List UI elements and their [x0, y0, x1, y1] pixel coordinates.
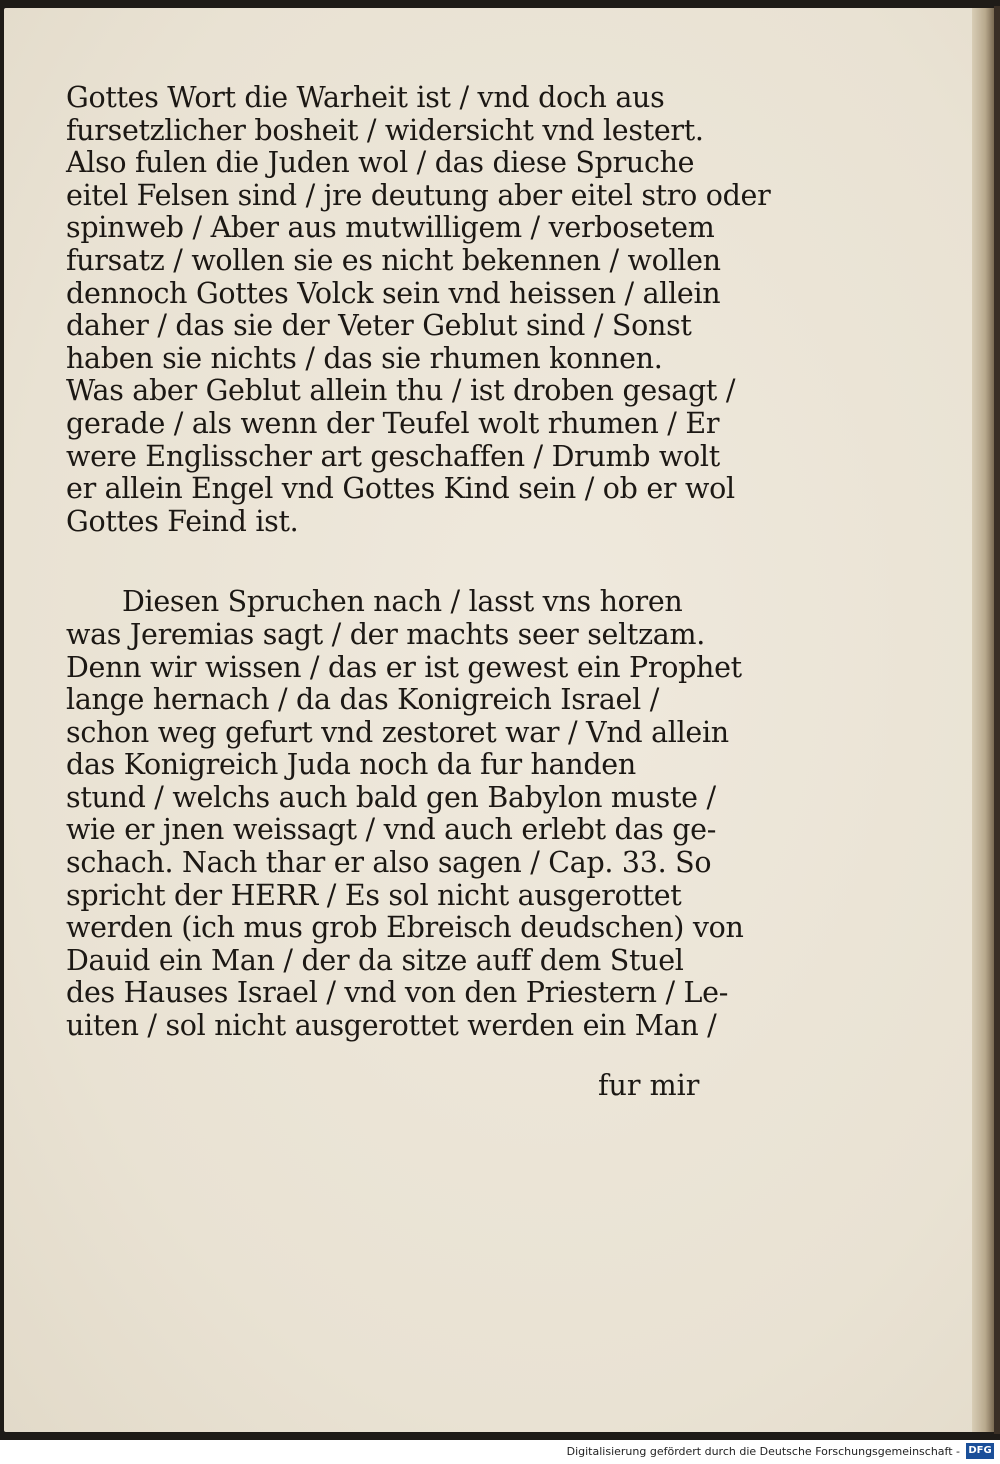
text-line: des Hauses Israel / vnd von den Priestern / Le- — [66, 976, 729, 1010]
text-line: Gottes Wort die Warheit ist / vnd doch aus — [66, 81, 665, 114]
footer-credit: Digitalisierung gefördert durch die Deutsche Forschungsgemeinschaft - — [566, 1445, 960, 1458]
text-line: werden (ich mus grob Ebreisch deudschen) von — [66, 911, 744, 945]
text-line: er allein Engel vnd Gottes Kind sein / ob er wol — [66, 472, 735, 506]
text-line: Was aber Geblut allein thu / ist droben gesagt / — [66, 374, 736, 408]
text-line: das Konigreich Juda noch da fur handen — [66, 748, 636, 782]
paragraph-1 — [66, 81, 771, 538]
footer-bar — [0, 1440, 1000, 1464]
paragraph-gap — [66, 538, 746, 586]
text-line: Denn wir wissen / das er ist gewest ein Prophet — [66, 650, 742, 684]
binding-edge — [994, 6, 1000, 1434]
text-line: was Jeremias sagt / der machts seer seltzam. — [66, 617, 705, 651]
text-line: Also fulen die Juden wol / das diese Spruche — [66, 146, 695, 180]
text-line: Dauid ein Man / der da sitze auff dem Stuel — [66, 943, 684, 977]
text-line: uiten / sol nicht ausgerottet werden ein Man / — [66, 1009, 717, 1043]
text-line: gerade / als wenn der Teufel wolt rhumen / Er — [66, 406, 720, 440]
text-line: schon weg gefurt vnd zestoret war / Vnd allein — [66, 715, 729, 749]
text-line: stund / welchs auch bald gen Babylon muste / — [66, 780, 716, 814]
dfg-logo: DFG — [966, 1443, 994, 1459]
text-line: were Englisscher art geschaffen / Drumb wolt — [66, 439, 720, 473]
text-line: spricht der HERR / Es sol nicht ausgerottet — [66, 878, 682, 912]
text-line: haben sie nichts / das sie rhumen konnen. — [66, 341, 663, 375]
text-line: wie er jnen weissagt / vnd auch erlebt das ge- — [66, 813, 717, 847]
body-text — [66, 81, 771, 1043]
text-line: eitel Felsen sind / jre deutung aber eitel stro oder — [66, 178, 771, 212]
catchword: fur mir — [598, 1069, 700, 1102]
paragraph-2 — [66, 586, 746, 1042]
text-line: lange hernach / da das Konigreich Israel / — [66, 683, 659, 717]
text-line: Diesen Spruchen nach / lasst vns horen — [122, 585, 683, 619]
text-line: fursetzlicher bosheit / widersicht vnd lestert. — [66, 113, 704, 147]
text-line: daher / das sie der Veter Geblut sind / Sonst — [66, 309, 692, 343]
text-line: Gottes Feind ist. — [66, 504, 299, 538]
text-line: fursatz / wollen sie es nicht bekennen / wollen — [66, 243, 721, 277]
text-line: spinweb / Aber aus mutwilligem / verbosetem — [66, 211, 715, 245]
text-line: dennoch Gottes Volck sein vnd heissen / allein — [66, 276, 721, 310]
page-gutter — [972, 8, 994, 1432]
text-line: schach. Nach thar er also sagen / Cap. 33. So — [66, 846, 712, 880]
